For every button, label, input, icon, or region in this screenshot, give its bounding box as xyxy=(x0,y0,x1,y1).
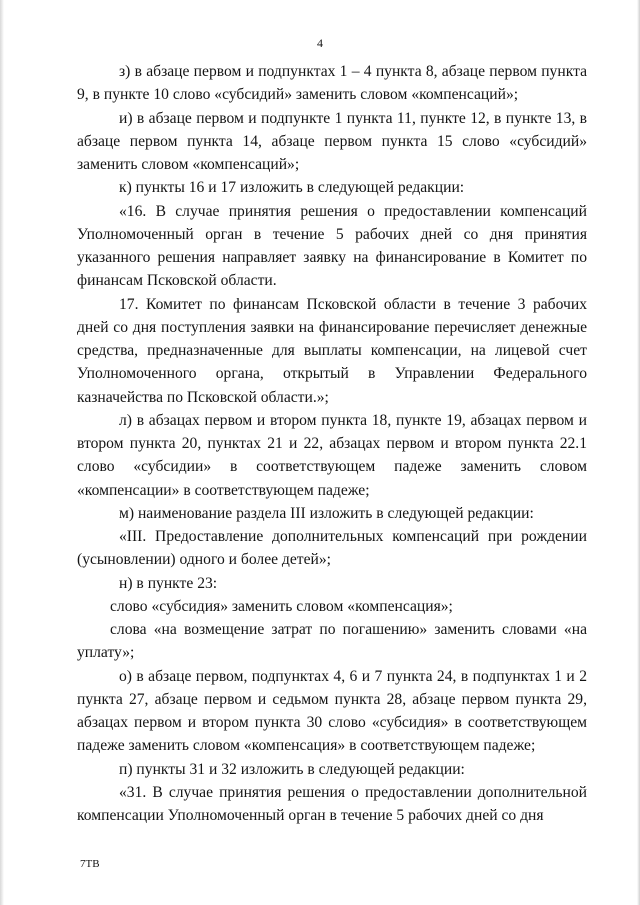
paragraph-point-31: «31. В случае принятия решения о предоставлении дополнительной компенсации Уполномоченный орган в течение 5 рабочих дней со дня xyxy=(77,783,587,824)
footer-code: 7ТВ xyxy=(80,858,100,870)
paragraph-point-16: «16. В случае принятия решения о предоставлении компенсаций Уполномоченный орган в течение 5 рабочих дней со дня принятия указанного решения направляет заявку на финансирование в Комитет по финансам Псковской области. xyxy=(77,202,587,290)
paragraph-z: з) в абзаце первом и подпунктах 1 – 4 пункта 8, абзаце первом пункта 9, в пункте 10 слово «субсидий» заменить словом «компенсаций»; xyxy=(77,63,587,104)
paragraph-section-iii-title: «III. Предоставление дополнительных компенсаций при рождении (усыновлении) одного и более детей»; xyxy=(77,528,587,569)
paragraph-i: и) в абзаце первом и подпункте 1 пункта 11, пункте 12, в пункте 13, в абзаце первом пункта 14, абзаце первом пункта 15 слово «субсидий» заменить словом «компенсаций»; xyxy=(77,109,587,173)
paragraph-n-words-change: слова «на возмещение затрат по погашению» заменить словами «на уплату»; xyxy=(77,621,587,662)
paragraph-point-17: 17. Комитет по финансам Псковской области в течение 3 рабочих дней со дня поступления заявки на финансирование перечисляет денежные средства, предназначенные для выплаты компенсации, на лицевой счет Уполномоченного органа, открытый в Управлении Федерального казначейства по Псковской области.»; xyxy=(77,295,587,406)
paragraph-n: н) в пункте 23: xyxy=(119,574,218,592)
paragraph-p: п) пункты 31 и 32 изложить в следующей редакции: xyxy=(119,760,465,778)
scan-edge-left xyxy=(0,0,4,905)
paragraph-l: л) в абзацах первом и втором пункта 18, пункте 19, абзацах первом и втором пункта 20, пунктах 21 и 22, абзацах первом и втором пункта 22.1 слово «субсидии» в соответствующем падеже заменить словом «компенсации» в соответствующем падеже; xyxy=(77,411,587,499)
paragraph-k: к) пункты 16 и 17 изложить в следующей редакции: xyxy=(119,179,465,197)
page-number: 4 xyxy=(317,36,323,50)
paragraph-n-word-change: слово «субсидия» заменить словом «компенсация»; xyxy=(110,597,453,615)
document-body xyxy=(77,60,587,827)
paragraph-o: о) в абзаце первом, подпунктах 4, 6 и 7 пункта 24, в подпунктах 1 и 2 пункта 27, абзаце первом и седьмом пункта 28, абзаце первом пункта 29, абзацах первом и втором пункта 30 слово «субсидия» в соответствующем падеже заменить словом «компенсация» в соответствующем падеже; xyxy=(77,667,587,755)
paragraph-m: м) наименование раздела III изложить в следующей редакции: xyxy=(119,504,534,522)
